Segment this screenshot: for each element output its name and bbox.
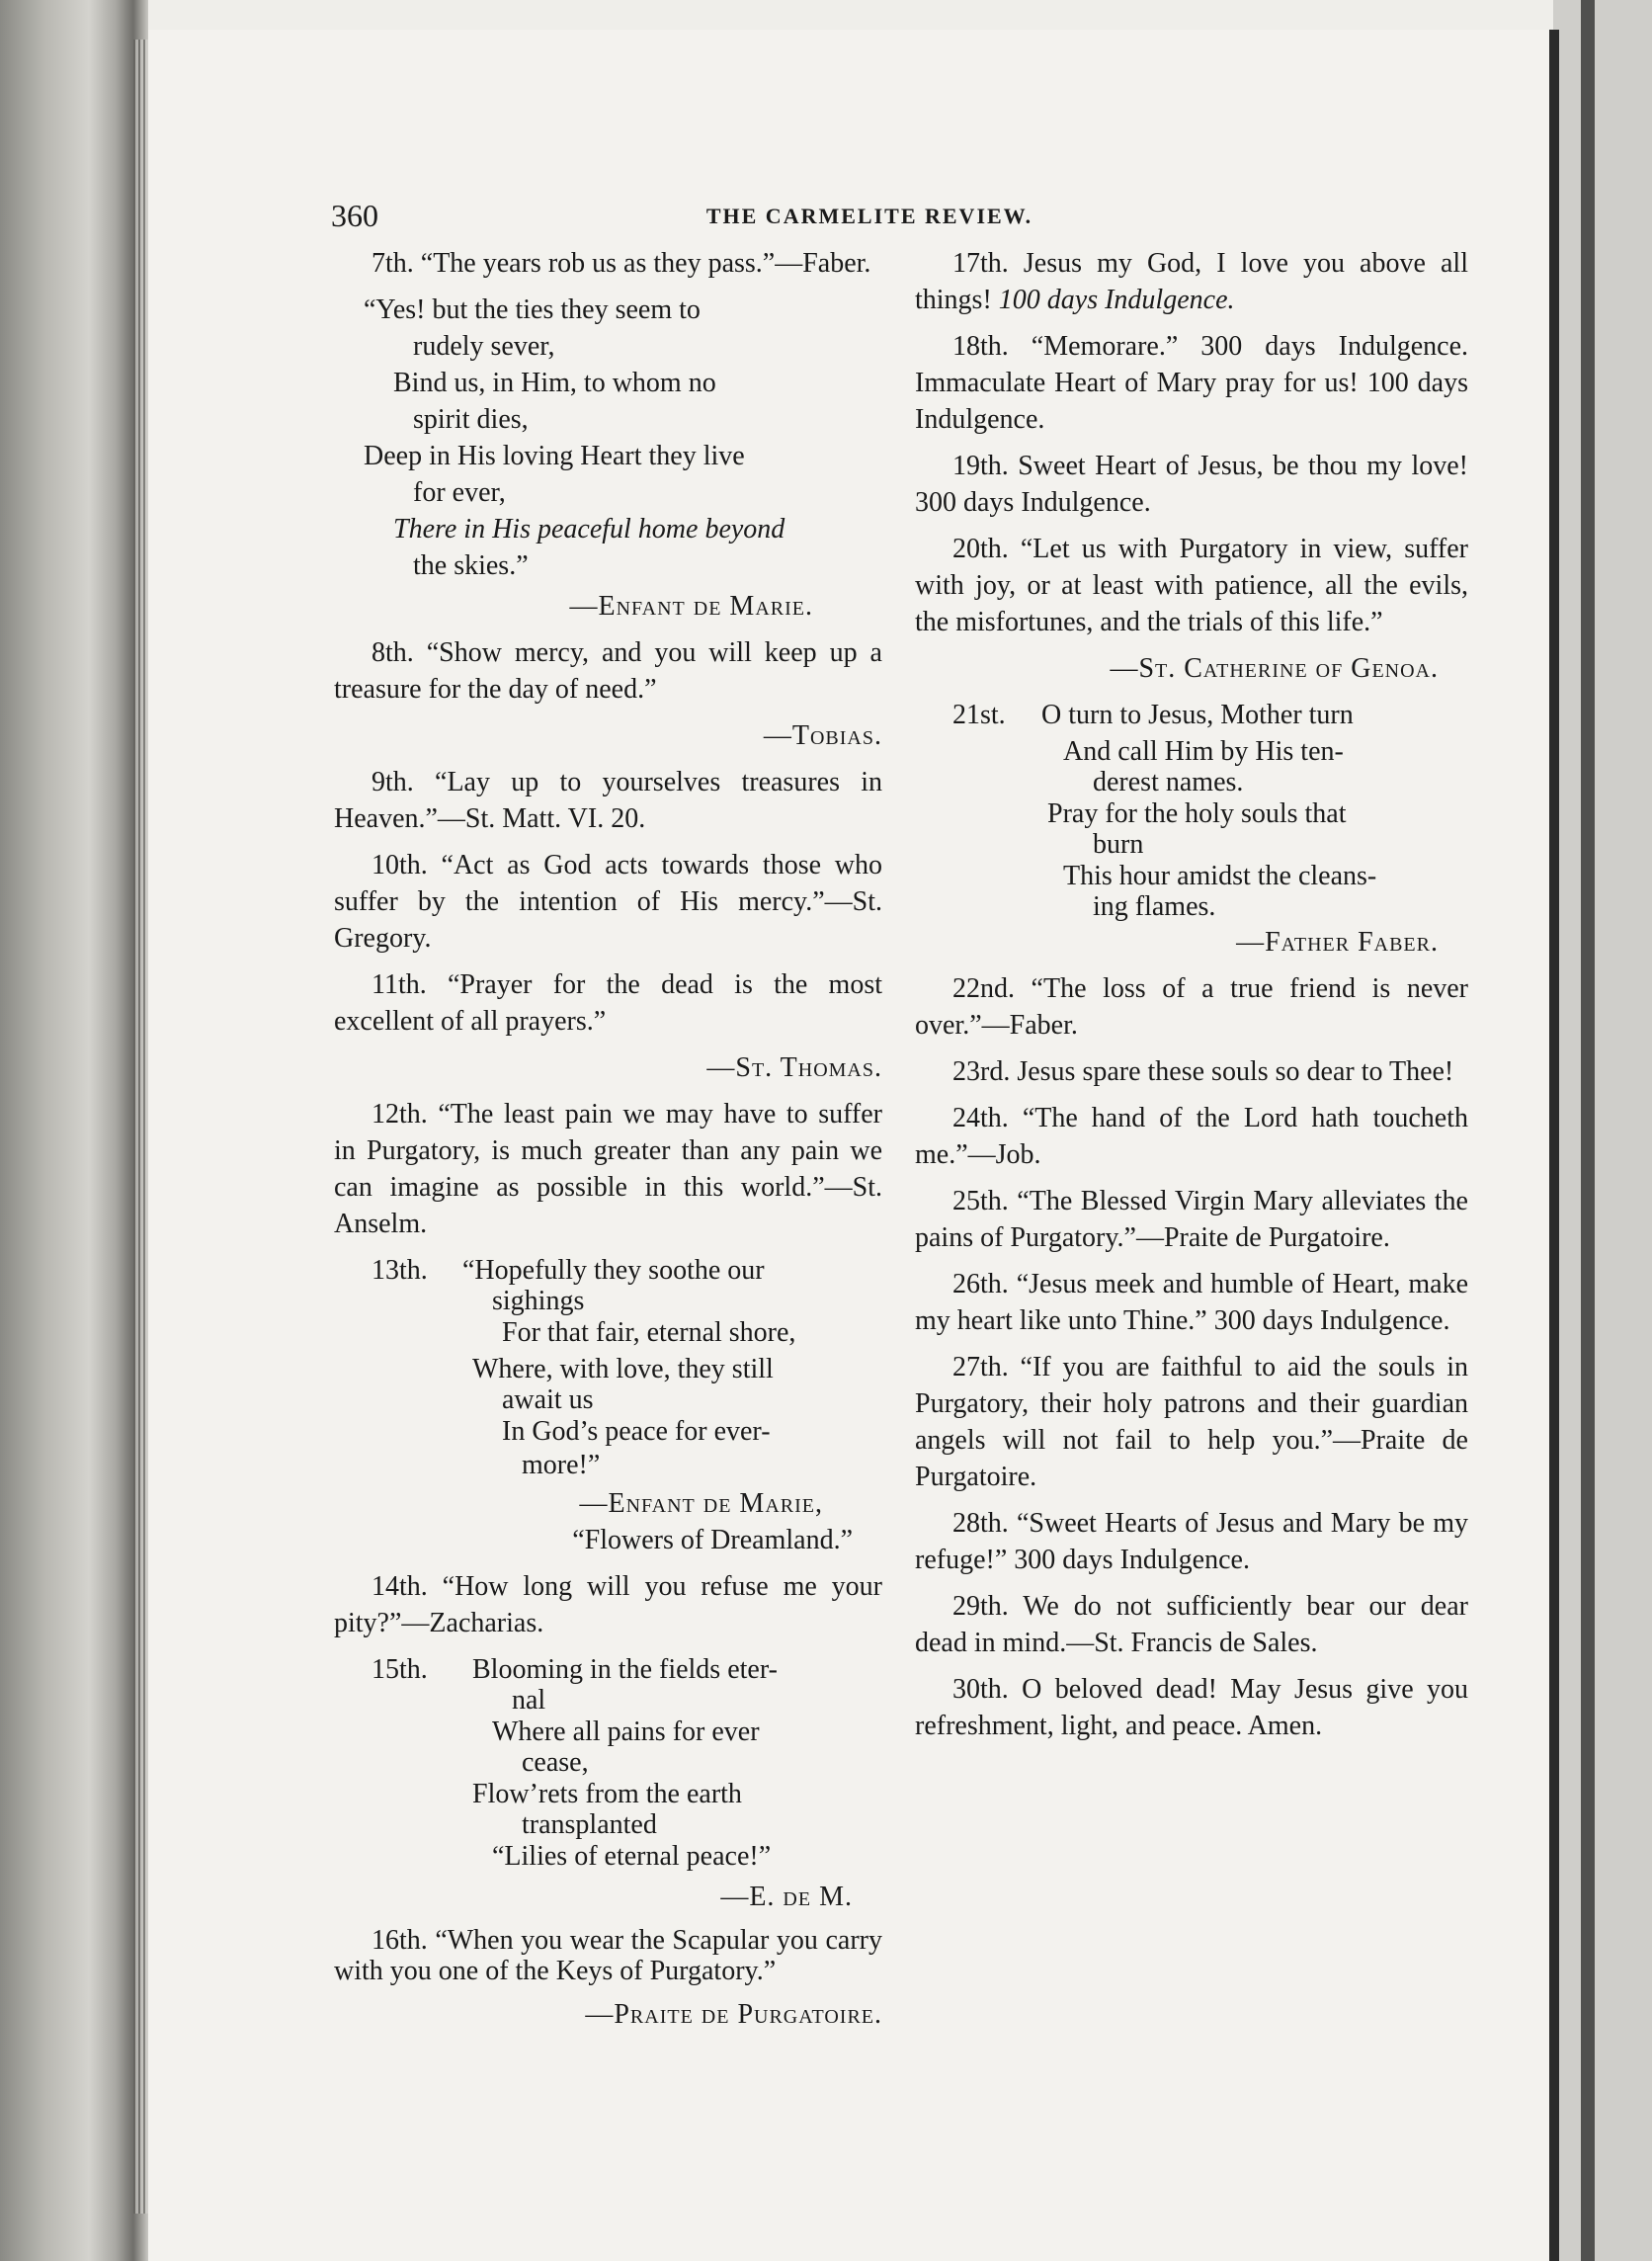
verse-line: “Hopefully they soothe our [462,1255,765,1286]
verse-line: There in His peaceful home beyond [393,514,785,544]
indulgence-17th: 100 days Indulgence. [998,285,1235,315]
verse-line: “Yes! but the ties they seem to [364,294,701,325]
attribution-13th-source: “Flowers of Dreamland.” [572,1525,853,1555]
entry-8th: 8th. “Show mercy, and you will keep up a treasure for the day of need.” [334,637,882,705]
attribution-13th: —Enfant de Marie, [579,1488,823,1519]
attribution-11th: —St. Thomas. [706,1052,882,1083]
entry-22nd: 22nd. “The loss of a true friend is never over.”—Faber. [915,973,1468,1041]
verse-line: nal [512,1685,546,1716]
entry-11th: 11th. “Prayer for the dead is the most excellent of all prayers.” [334,969,882,1037]
running-title: THE CARMELITE REVIEW. [705,204,1033,228]
entry-30th: 30th. O beloved dead! May Jesus give you refreshment, light, and peace. Amen. [915,1674,1468,1741]
verse-line: await us [502,1384,594,1415]
verse-line: This hour amidst the cleans- [1063,861,1377,891]
verse-line: O turn to Jesus, Mother turn [1041,700,1354,730]
attribution-21st: —Father Faber. [1236,927,1439,958]
verse-line: sighings [492,1286,585,1316]
verse-line: ing flames. [1093,891,1216,922]
verse-21st [915,697,1468,920]
verse-7th [334,292,882,584]
entry-9th: 9th. “Lay up to yourselves treasures in Heaven.”—St. Matt. VI. 20. [334,767,882,834]
right-column [915,245,1468,1754]
entry-14th: 14th. “How long will you refuse me your pity?”—Zacharias. [334,1571,882,1638]
verse-line: Where, with love, they still [472,1354,774,1384]
entry-7th: 7th. “The years rob us as they pass.”—Faber. [372,248,871,279]
verse-13th [334,1252,882,1481]
entry-label-21st: 21st. [952,700,1006,730]
entry-24th: 24th. “The hand of the Lord hath toucheth me.”—Job. [915,1103,1468,1170]
verse-line: transplanted [522,1809,657,1840]
entry-25th: 25th. “The Blessed Virgin Mary alleviates the pains of Purgatory.”—Praite de Purgatoire. [915,1186,1468,1253]
page-header [331,198,1408,237]
page-number: 360 [331,198,378,233]
entry-29th: 29th. We do not sufficiently bear our dear dead in mind.—St. Francis de Sales. [915,1591,1468,1658]
entry-27th: 27th. “If you are faithful to aid the souls in Purgatory, their holy patrons and their guardian angels will not fail to help you.”—Praite de Purgatoire. [915,1352,1468,1492]
entry-19th: 19th. Sweet Heart of Jesus, be thou my love! 300 days Indulgence. [915,451,1468,518]
left-column [334,245,882,2043]
verse-line: Deep in His loving Heart they live [364,441,745,471]
entry-17th-text: 17th. Jesus my God, I love you above all things! [915,248,1468,315]
right-book-edge [1581,0,1595,2261]
entry-16th: 16th. “When you wear the Scapular you carry with you one of the Keys of Purgatory.” [334,1925,882,1986]
verse-line: Where all pains for ever [492,1717,760,1747]
book-gutter-shadow [0,0,148,2261]
entry-26th: 26th. “Jesus meek and humble of Heart, make my heart like unto Thine.” 300 days Indulgence. [915,1269,1468,1336]
entry-12th: 12th. “The least pain we may have to suffer in Purgatory, is much greater than any pain we can imagine as possible in this world.”—St. Anselm. [334,1099,882,1239]
verse-line: burn [1093,829,1144,860]
right-page-edge [1549,30,1559,2261]
attribution-15th: —E. de M. [720,1882,853,1912]
attribution-8th: —Tobias. [763,720,882,751]
entry-17th [915,245,1468,318]
verse-line: Blooming in the fields eter- [472,1654,778,1685]
verse-line: And call Him by His ten- [1063,736,1344,767]
entry-label-13th: 13th. [372,1255,428,1286]
entry-28th: 28th. “Sweet Hearts of Jesus and Mary be my refuge!” 300 days Indulgence. [915,1508,1468,1575]
verse-line: more!” [522,1450,601,1480]
attribution-20th: —St. Catherine of Genoa. [1110,653,1439,684]
verse-line: rudely sever, [413,331,555,362]
entry-18th: 18th. “Memorare.” 300 days Indulgence. Immaculate Heart of Mary pray for us! 100 days Indulgence. [915,331,1468,435]
verse-line: the skies.” [413,550,529,581]
verse-line: cease, [522,1747,589,1778]
verse-line: derest names. [1093,767,1244,797]
attribution-7th: —Enfant de Marie. [569,591,813,622]
verse-line: Flow’rets from the earth [472,1779,742,1809]
attribution-16th: —Praite de Purgatoire. [585,1999,882,2030]
verse-line: For that fair, eternal shore, [502,1317,796,1348]
verse-line: In God’s peace for ever- [502,1416,771,1447]
verse-line: Pray for the holy souls that [1047,798,1347,829]
entry-23rd: 23rd. Jesus spare these souls so dear to Thee! [952,1056,1454,1087]
entry-20th: 20th. “Let us with Purgatory in view, suffer with joy, or at least with patience, all the evils, the misfortunes, and the trials of this life.” [915,534,1468,637]
verse-line: for ever, [413,477,506,508]
verse-line: spirit dies, [413,404,529,435]
right-margin-background [1553,0,1652,2261]
verse-line: “Lilies of eternal peace!” [492,1841,772,1872]
verse-line: Bind us, in Him, to whom no [393,368,716,398]
verse-15th [334,1651,882,1875]
entry-10th: 10th. “Act as God acts towards those who suffer by the intention of His mercy.”—St. Gregory. [334,850,882,954]
entry-label-15th: 15th. [372,1654,428,1685]
